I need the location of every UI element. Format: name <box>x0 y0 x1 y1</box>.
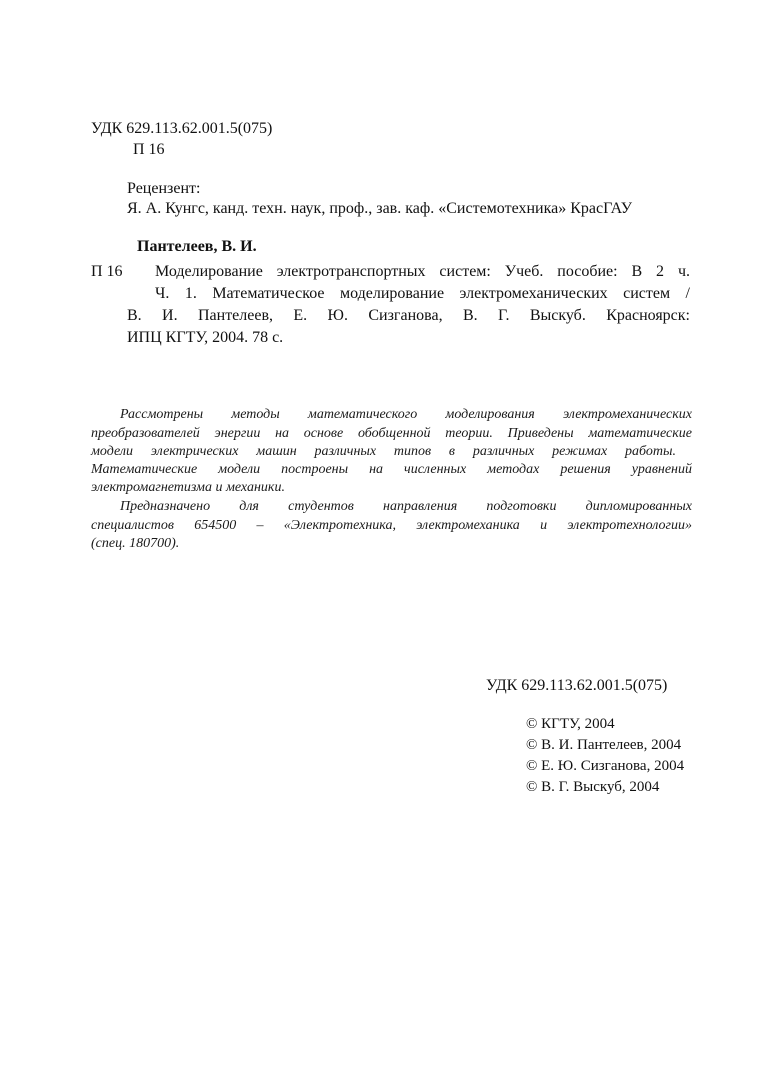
bib-index: П 16 <box>91 263 123 280</box>
copyright-line-3: © Е. Ю. Сизганова, 2004 <box>526 758 685 774</box>
copyright-line-2: © В. И. Пантелеев, 2004 <box>526 737 682 753</box>
bib-line-4: ИПЦ КГТУ, 2004. 78 с. <box>127 329 284 346</box>
annotation-line-2: преобразователей энергии на основе обобщенной теории. Приведены математические <box>91 426 692 441</box>
bib-line-2: Ч. 1. Математическое моделирование электромеханических систем / <box>155 285 690 302</box>
copyright-line-1: © КГТУ, 2004 <box>526 716 615 732</box>
copyright-line-4: © В. Г. Выскуб, 2004 <box>526 779 660 795</box>
annotation-line-1: Рассмотрены методы математического моделирования электромеханических <box>120 407 692 422</box>
udc-footer: УДК 629.113.62.001.5(075) <box>486 677 668 694</box>
annotation-line-8: (спец. 180700). <box>91 536 180 551</box>
reviewer-text: Я. А. Кунгс, канд. техн. наук, проф., зав. каф. «Системотехника» КрасГАУ <box>127 200 633 217</box>
annotation-line-6: Предназначено для студентов направления подготовки дипломированных <box>120 499 692 514</box>
bib-line-3: В. И. Пантелеев, Е. Ю. Сизганова, В. Г. Выскуб. Красноярск: <box>127 307 690 324</box>
reviewer-label: Рецензент: <box>127 180 201 197</box>
annotation-line-4: Математические модели построены на численных методах решения уравнений <box>91 462 692 477</box>
bbk-code: П 16 <box>133 141 165 158</box>
annotation-line-3: модели электрических машин различных типов в различных режимах работы. <box>91 444 676 459</box>
author-heading: Пантелеев, В. И. <box>137 238 257 255</box>
annotation-line-5: электромагнетизма и механики. <box>91 480 285 495</box>
bib-line-1: Моделирование электротранспортных систем: Учеб. пособие: В 2 ч. <box>155 263 690 280</box>
annotation-line-7: специалистов 654500 – «Электротехника, электромеханика и электротехнологии» <box>91 518 692 533</box>
udc-header: УДК 629.113.62.001.5(075) <box>91 120 273 137</box>
